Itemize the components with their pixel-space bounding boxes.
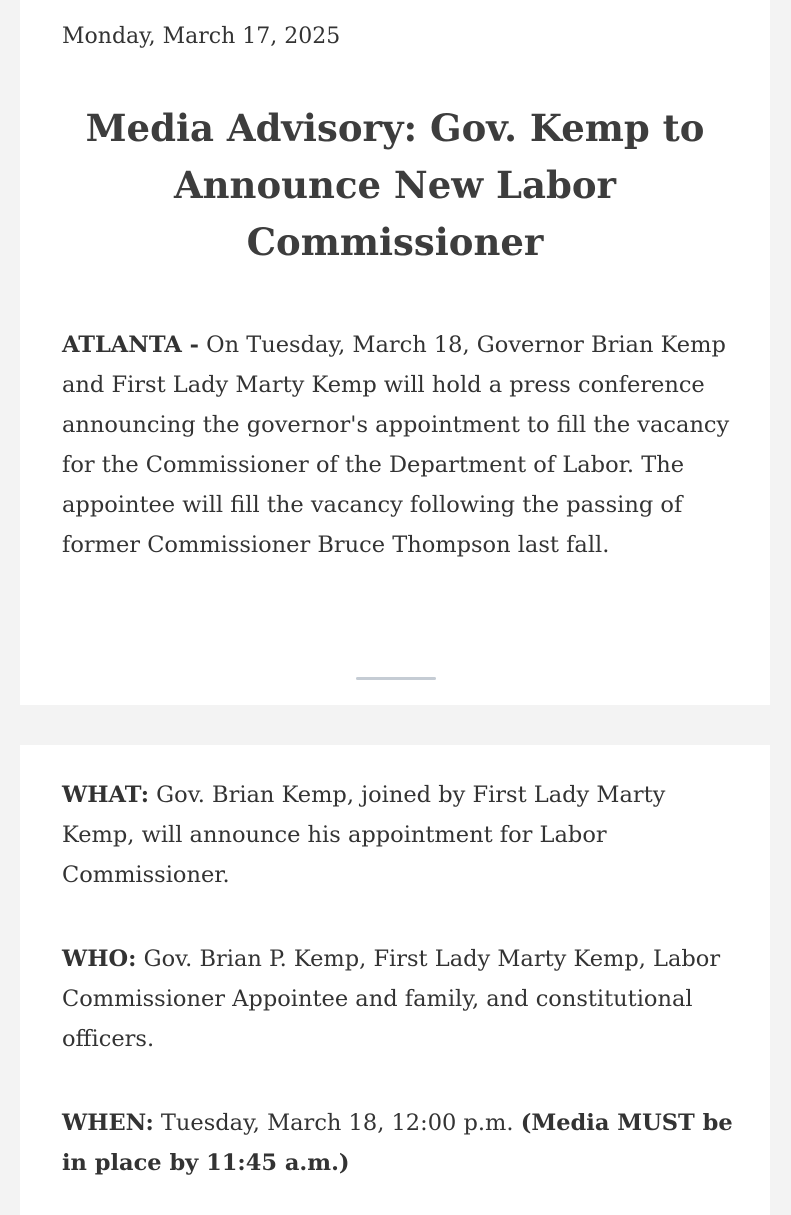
details-card (20, 745, 770, 1215)
what-paragraph (62, 775, 742, 895)
dateline-label: ATLANTA - (62, 332, 199, 358)
lead-text: On Tuesday, March 18, Governor Brian Kemp and First Lady Marty Kemp will hold a press conference announcing the governor's appointment to fill the vacancy for the Commissioner of the Department of Labor. The appointee will fill the vacancy following the passing of former Commissioner Bruce Thompson last fall. (62, 332, 730, 558)
who-paragraph (62, 939, 742, 1059)
section-divider (356, 677, 436, 680)
publish-date: Monday, March 17, 2025 (62, 24, 341, 49)
media-arrival-note: (Media MUST be in place by 11:45 a.m.) (62, 1110, 733, 1176)
what-label: WHAT: (62, 782, 150, 808)
when-text: Tuesday, March 18, 12:00 p.m. (153, 1110, 521, 1136)
who-text: Gov. Brian P. Kemp, First Lady Marty Kemp, Labor Commissioner Appointee and family, and constitutional officers. (62, 946, 721, 1052)
who-label: WHO: (62, 946, 137, 972)
when-paragraph (62, 1103, 742, 1183)
when-label: WHEN: (62, 1110, 154, 1136)
what-text: Gov. Brian Kemp, joined by First Lady Marty Kemp, will announce his appointment for Labor Commissioner. (62, 782, 666, 888)
advisory-card (20, 0, 770, 705)
lead-paragraph (62, 325, 742, 565)
page-title: Media Advisory: Gov. Kemp to Announce New Labor Commissioner (85, 106, 705, 264)
